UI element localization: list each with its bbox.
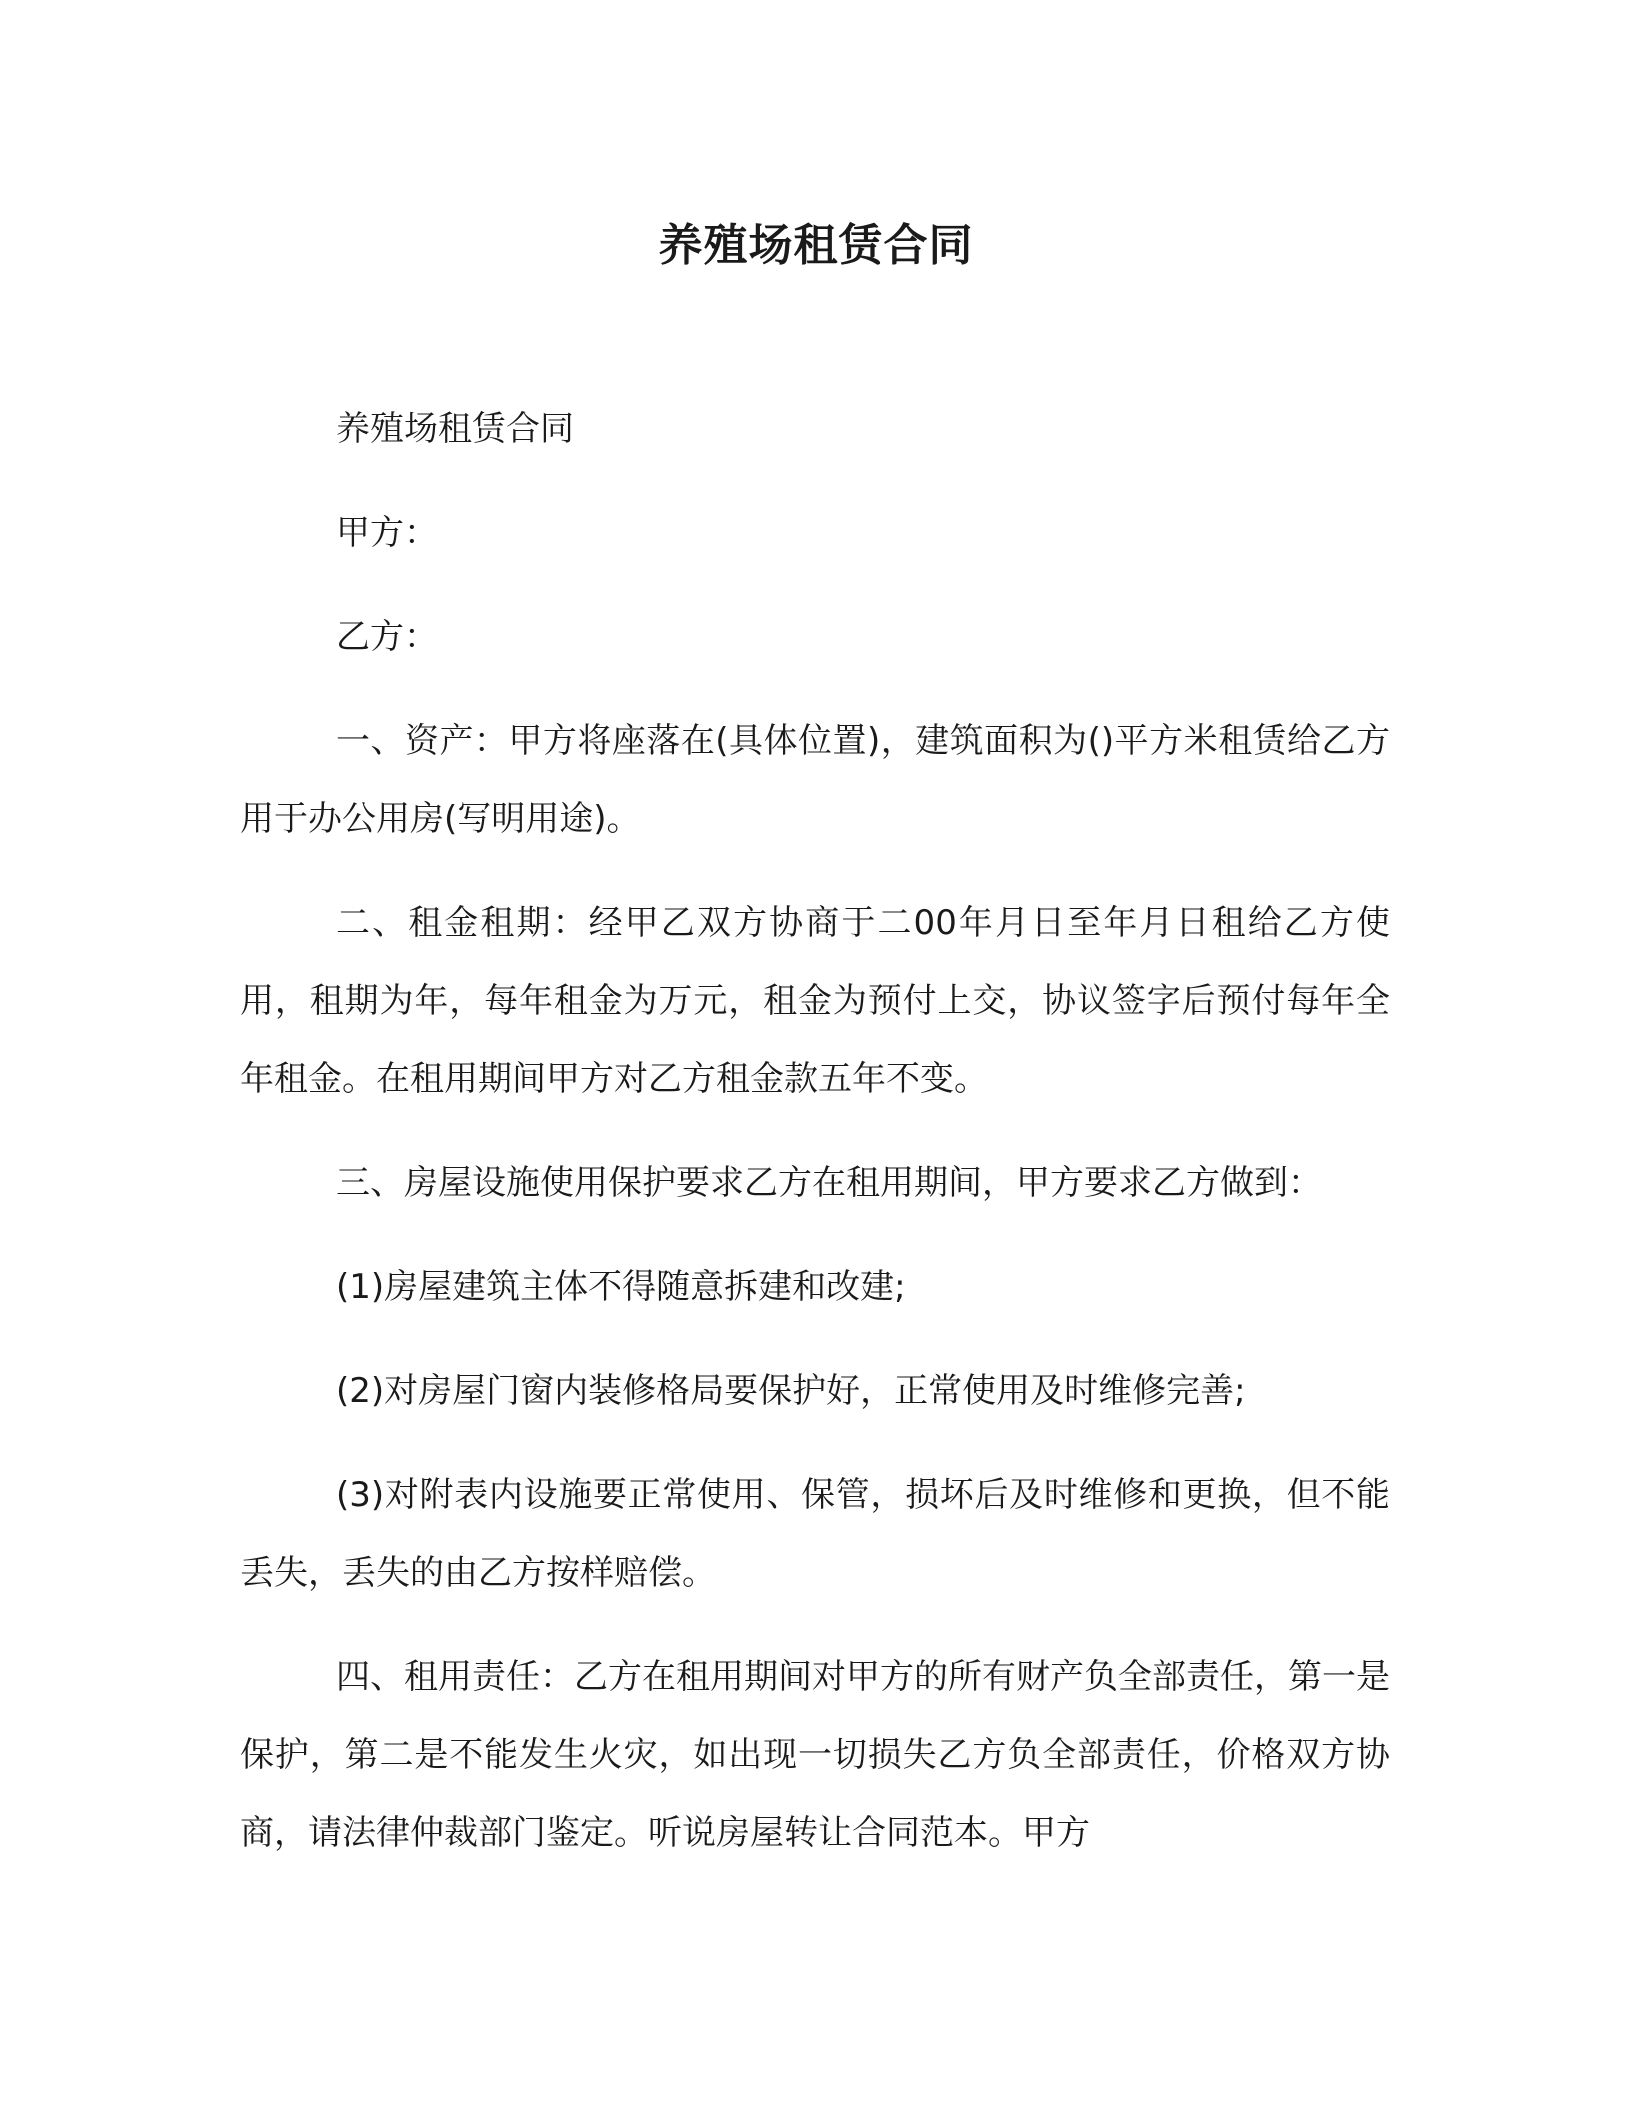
paragraph-party-b: 乙方： [336, 617, 438, 657]
paragraph-item-1: (1)房屋建筑主体不得随意拆建和改建; [336, 1267, 906, 1307]
document-body [240, 390, 1390, 1898]
paragraph-item-3: (3)对附表内设施要正常使用、保管，损坏后及时维修和更换，但不能丢失，丢失的由乙方按样赔偿。 [240, 1475, 1390, 1593]
paragraph-clause-2-rent-term: 二、租金租期：经甲乙双方协商于二00年月日至年月日租给乙方使用，租期为年，每年租金为万元，租金为预付上交，协议签字后预付每年全年租金。在租用期间甲方对乙方租金款五年不变。 [240, 903, 1390, 1099]
paragraph-party-a: 甲方： [336, 513, 438, 553]
document-title: 养殖场租赁合同 [658, 220, 974, 271]
paragraph-clause-4-responsibility: 四、租用责任：乙方在租用期间对甲方的所有财产负全部责任，第一是保护，第二是不能发生火灾，如出现一切损失乙方负全部责任，价格双方协商，请法律仲裁部门鉴定。听说房屋转让合同范本。甲方 [240, 1657, 1390, 1853]
paragraph-item-2: (2)对房屋门窗内装修格局要保护好，正常使用及时维修完善; [336, 1371, 1246, 1411]
paragraph-clause-3-facility-requirements: 三、房屋设施使用保护要求乙方在租用期间，甲方要求乙方做到： [336, 1163, 1322, 1203]
paragraph-clause-1-assets: 一、资产：甲方将座落在(具体位置)，建筑面积为()平方米租赁给乙方用于办公用房(写明用途)。 [240, 721, 1390, 839]
paragraph-heading: 养殖场租赁合同 [336, 409, 574, 449]
